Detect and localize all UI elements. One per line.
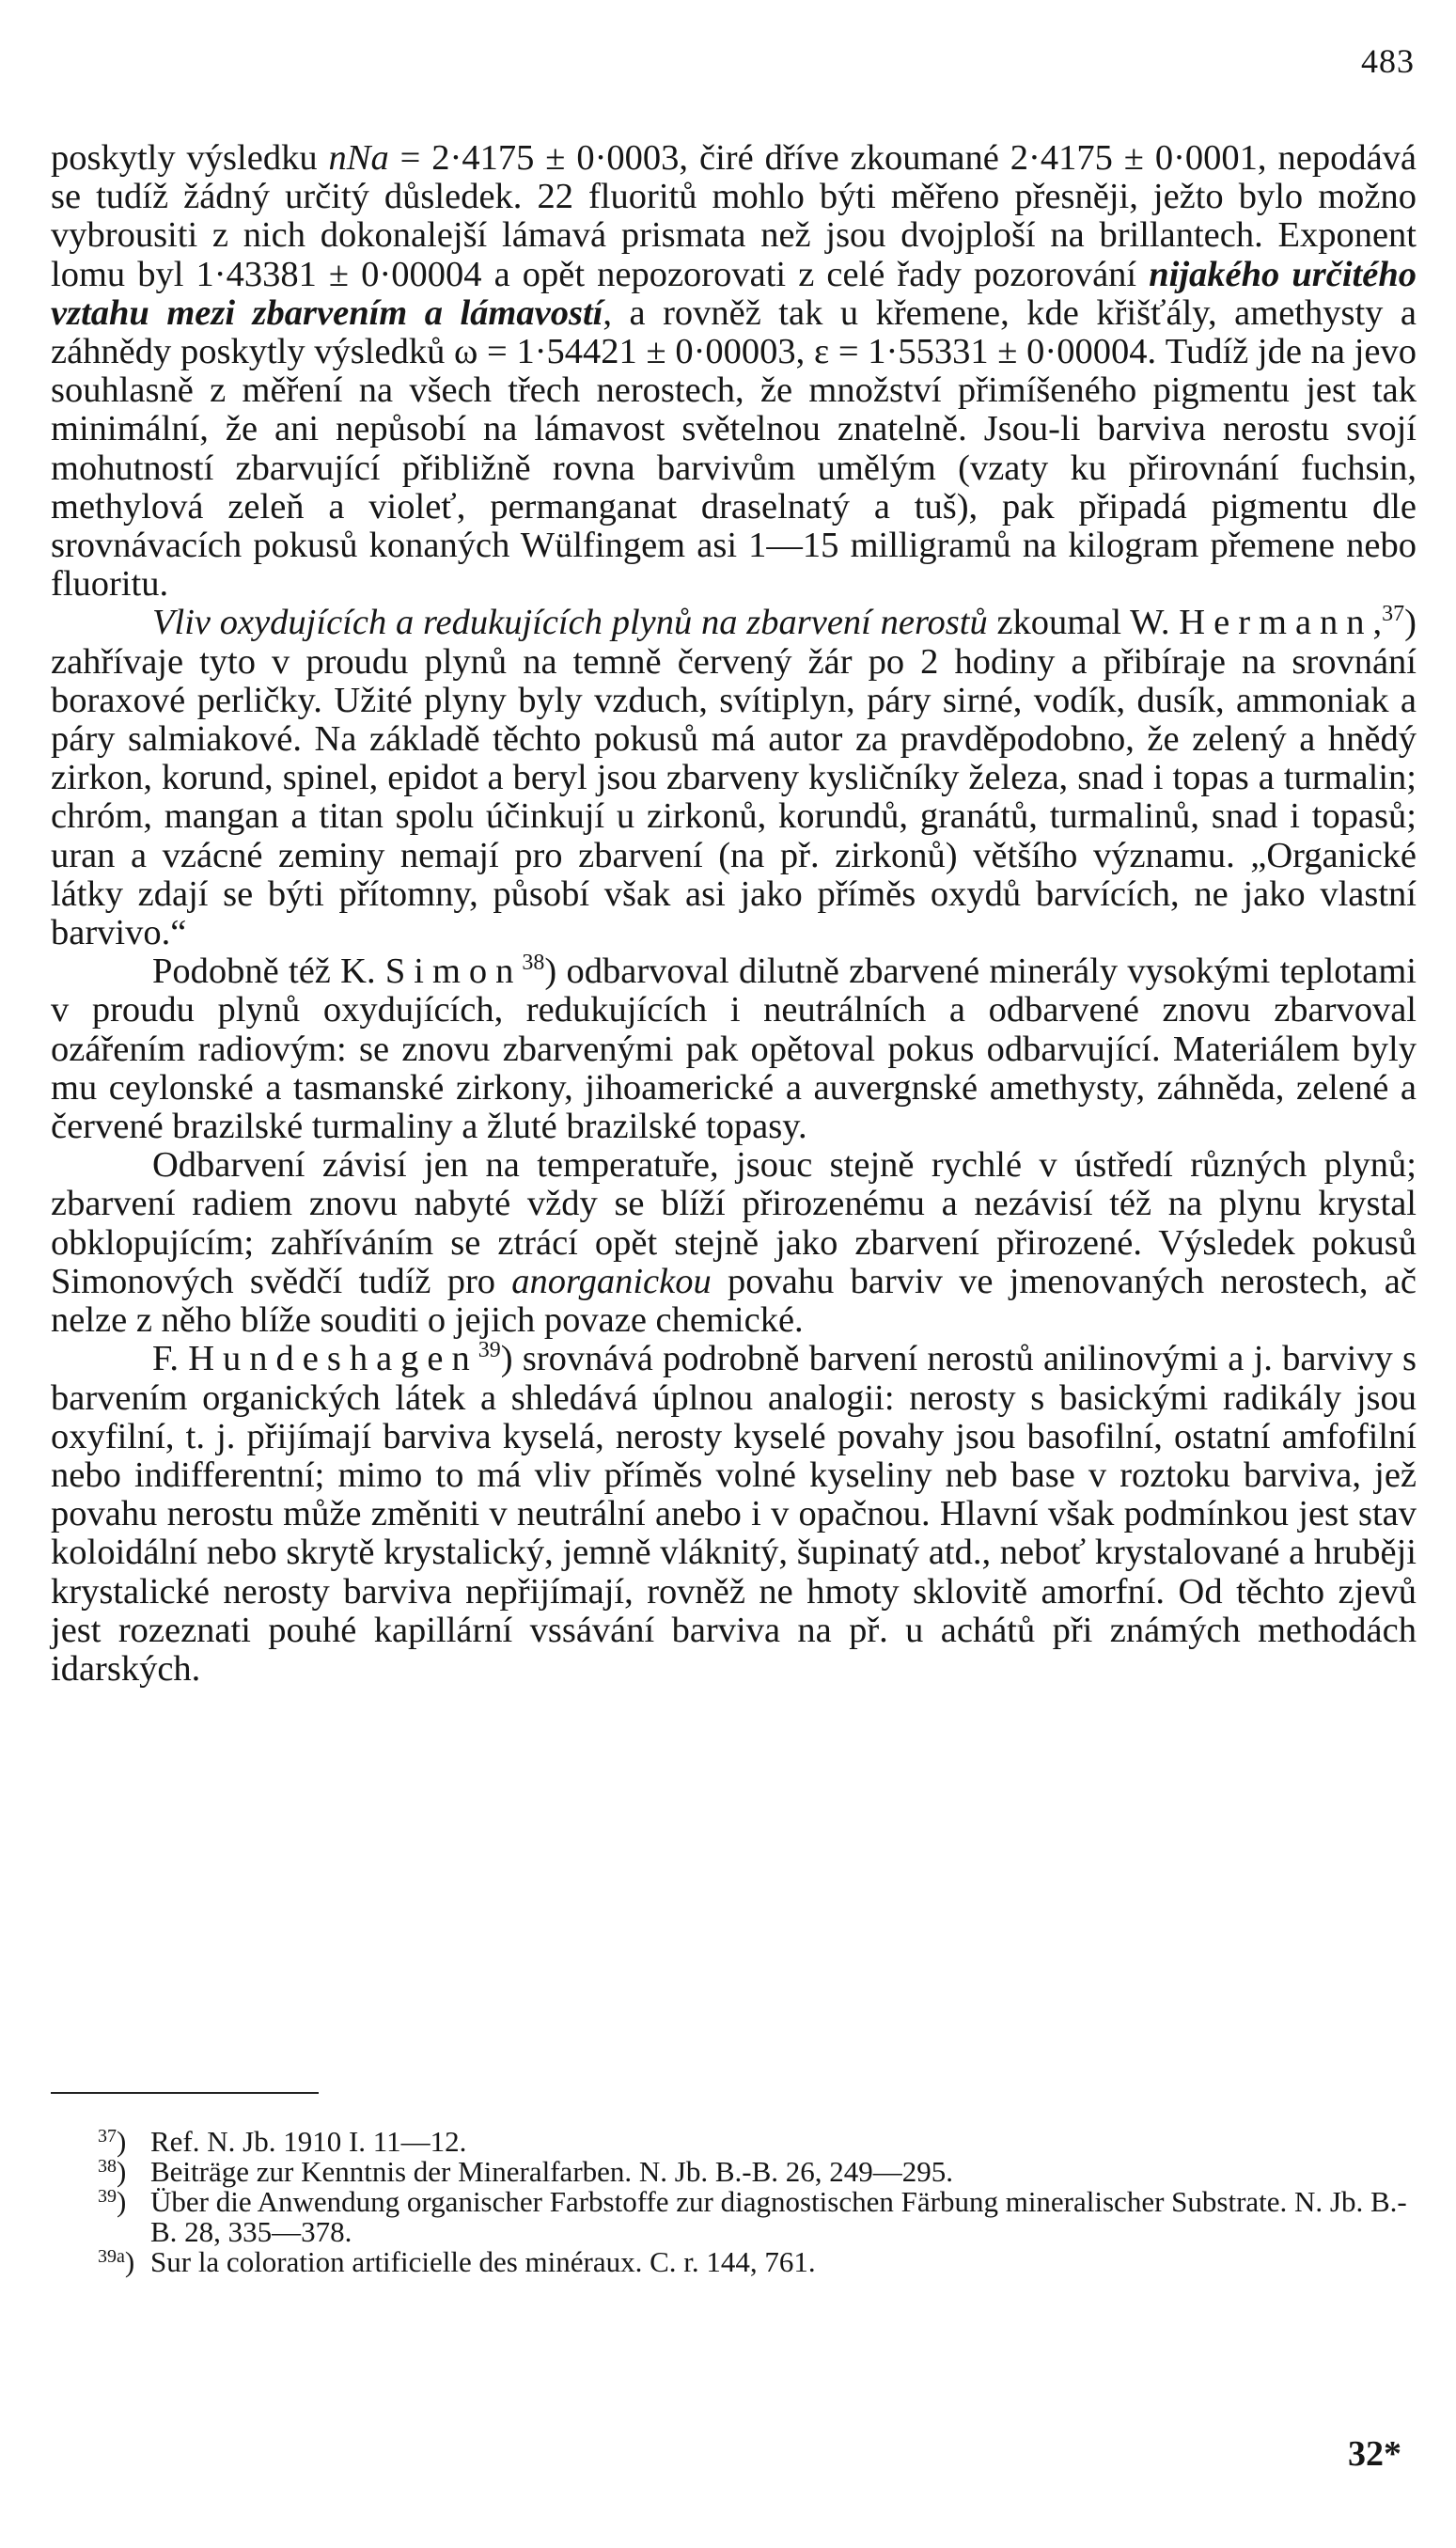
footnote-divider	[51, 2092, 319, 2094]
text-run: , a rovněž tak u křemene, kde křišťály, amethysty a záhnědy poskytly výsledků ω = 1·54421 ± 0·00003, ε = 1·55331 ± 0·00004. Tudíž jde na jevo souhlasně z měření na všech třech nerostech, že množství přimíšeného pigmentu jest tak minimální, že ani nepůsobí na lámavost světelnou znatelně. Jsou-li barviva nerostu svojí mohutností zbarvující přibližně rovna barvivům umělým (vzaty ku přirovnání fuchsin, methylová zeleň a violeť, permanganat draselnatý a tuš), pak připadá pigmentu dle srovnávacích pokusů konaných Wülfingem asi 1—15 milligramů na kilogram přemene nebo fluoritu.	[51, 292, 1417, 605]
footnote-mark: $^{37}$)	[98, 2125, 127, 2158]
footnote-mark: $^{39}$)	[98, 2185, 127, 2218]
paragraph	[51, 1340, 1417, 1689]
text-run: ) srovnává podrobně barvení nerostů anilinovými a j. barvivy s barvením organických látek a shledává úplnou analogii: nerosty s basickými radikály jsou oxyfilní, t. j. přijímají barviva kyselá, nerosty kyselé povahy jsou basofilní, ostatní amfofilní nebo indifferentní; mimo to má vliv příměs volné kyseliny neb base v roztoku barviva, jež povahu nerostu může změniti v neutrální anebo i v opačnou. Hlavní však podmínkou jest stav koloidální nebo skrytě krystalický, jemně vláknitý, šupinatý atd., neboť krystalované a hruběji krystalické nerosty barviva nepřijímají, rovněž ne hmoty sklovitě amorfní. Od těchto zjevů jest rozeznati pouhé kapillární vssávání barviva na př. u achátů při známých methodách idarských.	[51, 1339, 1417, 1689]
paragraph	[51, 604, 1417, 952]
footnote-text: Sur la coloration artificielle des minéraux. C. r. 144, 761.	[150, 2245, 816, 2278]
footnote-text: Ref. N. Jb. 1910 I. 11—12.	[150, 2125, 467, 2158]
footnote	[51, 2127, 1417, 2157]
emphasis-text: nNa	[328, 138, 389, 178]
author-name: Simon	[384, 952, 523, 992]
text-run: F.	[152, 1339, 189, 1379]
author-name: Hundeshagen	[188, 1339, 478, 1379]
article-body	[51, 139, 1417, 1689]
signature-mark: 32*	[1348, 2434, 1401, 2474]
text-run: poskytly výsledku	[51, 138, 329, 178]
footnote-text: Beiträge zur Kenntnis der Mineralfarben. N. Jb. B.-B. 26, 249—295.	[150, 2155, 954, 2188]
footnote-reference: 39	[478, 1338, 501, 1363]
footnote-mark: $^{39a}$)	[98, 2245, 135, 2278]
author-name: Hermann	[1179, 603, 1373, 643]
footnotes	[51, 2127, 1417, 2277]
footnote-mark: $^{38}$)	[98, 2155, 127, 2188]
text-run: Odbarvení závisí jen na temperatuře, jsouc stejně rychlé v ústředí různých plynů; zbarvení radiem znovu nabyté vždy se blíží přirozenému a nezávisí též na plynu krystal obklopujícím; zahříváním se ztrácí opět stejně jako zbarvení přirozené. Výsledek pokusů Simonových svědčí tudíž pro	[51, 1145, 1417, 1301]
text-run: ) odbarvoval dilutně zbarvené minerály vysokými teplotami v proudu plynů oxydujících, redukujících i neutrálních a odbarvené znovu zbarvoval ozářením radiovým: se znovu zbarvenými pak opětoval pokus odbarvující. Materiálem byly mu ceylonské a tasmanské zirkony, jihoamerické a auvergnské amethysty, záhněda, zelené a červené brazilské turmaliny a žluté brazilské topasy.	[51, 952, 1417, 1147]
emphasis-text: nijakého určitého vztahu mezi zbarvením a lámavostí	[51, 254, 1417, 333]
paragraph	[51, 952, 1417, 1146]
footnote-reference: 37	[1382, 602, 1405, 627]
footnote	[51, 2247, 1417, 2277]
paragraph	[51, 1146, 1417, 1340]
footnote	[51, 2187, 1417, 2247]
footnote-reference: 38	[522, 951, 545, 976]
footnote-text: Über die Anwendung organischer Farbstoffe zur diagnostischen Färbung mineralischer Substrate. N. Jb. B.-B. 28, 335—378.	[150, 2185, 1407, 2248]
text-run: zkoumal W.	[987, 603, 1180, 643]
text-run: ) zahřívaje tyto v proudu plynů na temně červený žár po 2 hodiny a přibíraje na srovnání boraxové perličky. Užité plyny byly vzduch, svítiplyn, páry sirné, vodík, dusík, ammoniak a páry salmiakové. Na základě těchto pokusů má autor za pravděpodobno, že zelený a hnědý zirkon, korund, spinel, epidot a beryl jsou zbarveny kysličníky železa, snad i topas a turmalin; chróm, mangan a titan spolu účinkují u zirkonů, korundů, granátů, turmalinů, snad i topasů; uran a vzácné zeminy nemají pro zbarvení (na př. zirkonů) většího významu. „Organické látky zdají se býti přítomny, působí však asi jako příměs oxydů barvících, ne jako vlastní barvivo.“	[51, 603, 1417, 953]
text-run: Podobně též K.	[152, 952, 385, 992]
text-run: ,	[1372, 603, 1383, 643]
page-number: 483	[1361, 42, 1415, 80]
text-run: povahu barviv ve jmenovaných nerostech, ač nelze z něho blíže souditi o jejich povaze chemické.	[51, 1261, 1417, 1341]
footnote	[51, 2157, 1417, 2187]
emphasis-text: Vliv oxydujících a redukujících plynů na zbarvení nerostů	[152, 603, 988, 643]
text-run: = 2·4175 ± 0·0003, čiré dříve zkoumané 2·4175 ± 0·0001, nepodává se tudíž žádný určitý důsledek. 22 fluoritů mohlo býti měřeno přesněji, ježto bylo možno vybrousiti z nich dokonalejší lámavá prismata než jsou dvojploší na brillantech. Exponent lomu byl 1·43381 ± 0·00004 a opět nepozorovati z celé řady pozorování	[51, 138, 1417, 294]
paragraph	[51, 139, 1417, 604]
emphasis-text: anorganickou	[511, 1261, 712, 1301]
